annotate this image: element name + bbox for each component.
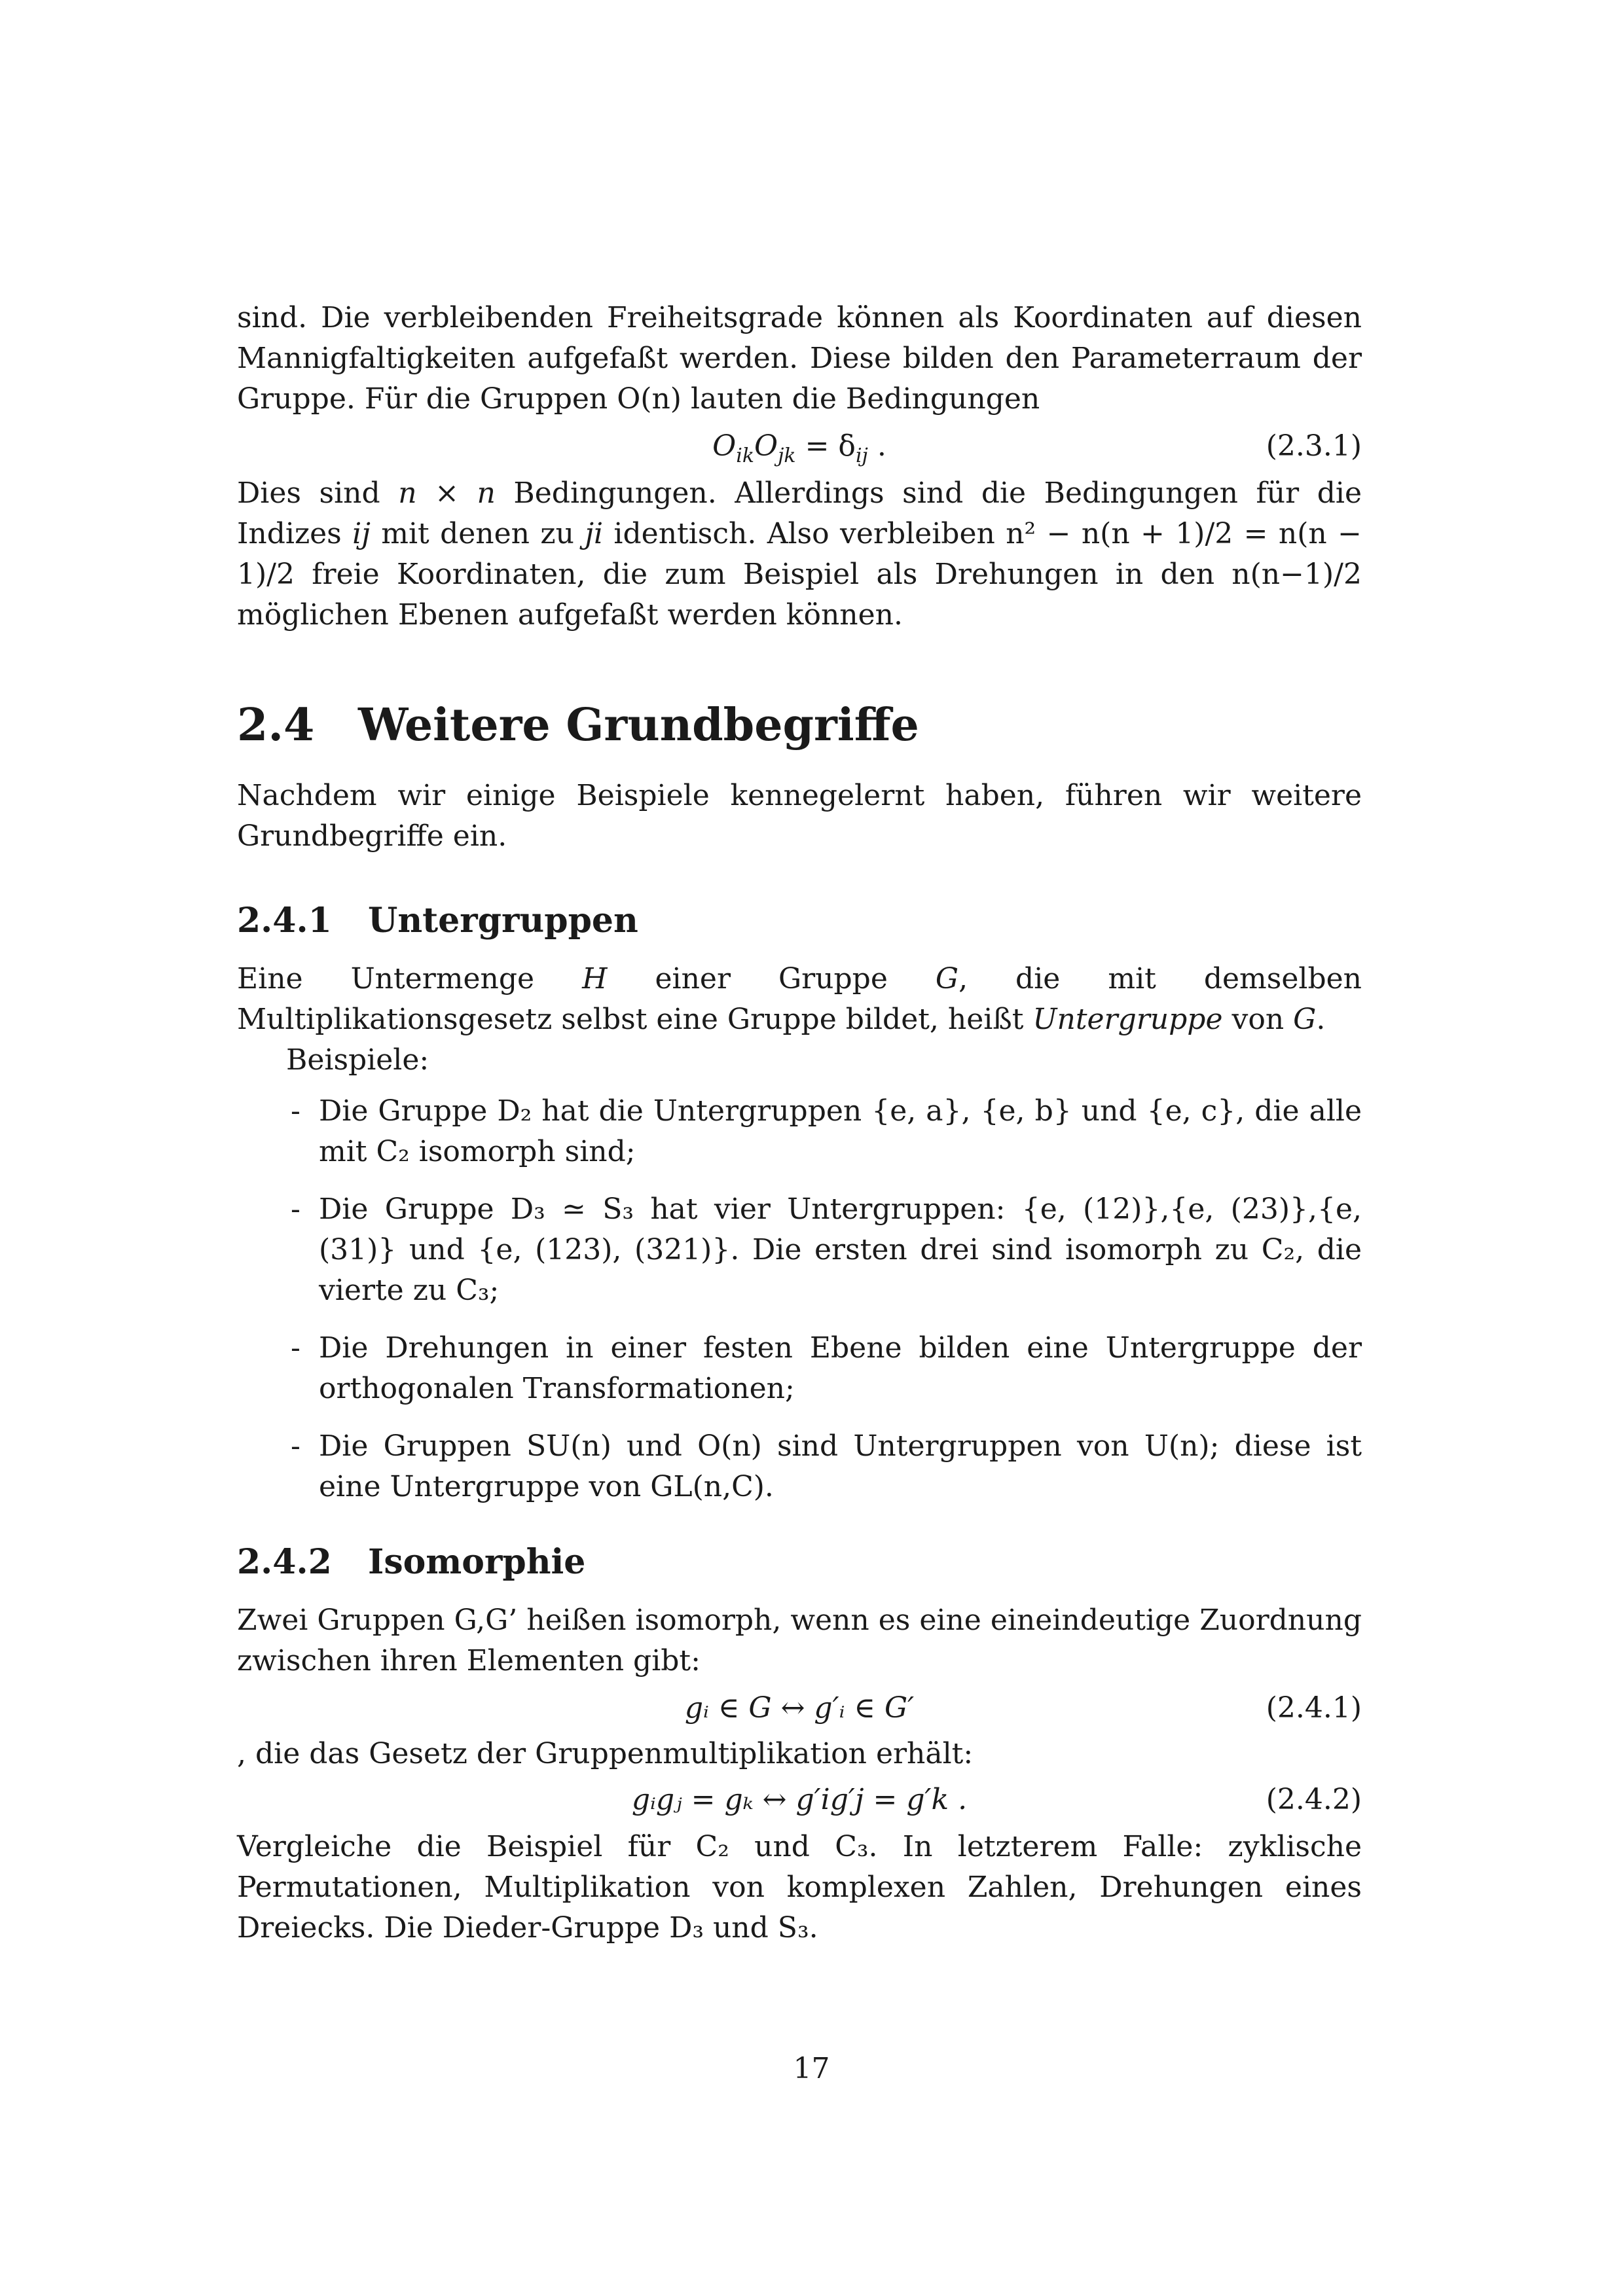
equation-2-3-1 [237,423,1362,469]
equation-body: gᵢgⱼ = gₖ ↔ g′ig′j = g′k . [631,1783,968,1816]
page-content [237,298,1362,1948]
subgroup-definition: Eine Untermenge H einer Gruppe G, die mit demselben Multiplikationsgesetz selbst eine Gruppe bildet, heißt Untergruppe von G. [237,962,1362,1036]
equation-body: gᵢ ∈ G ↔ g′ᵢ ∈ G′ [684,1691,915,1725]
equation-number: (2.4.2) [1266,1783,1362,1816]
equation-number: (2.4.1) [1266,1691,1362,1725]
paragraph-comparison: Vergleiche die Beispiel für C₂ und C₃. In letzterem Falle: zyklische Permutationen, Multiplikation von komplexen Zahlen, Drehungen eines Dreiecks. Die Dieder-Gruppe D₃ und S₃. [237,1830,1362,1945]
list-item: - Die Drehungen in einer festen Ebene bilden eine Untergruppe der orthogonalen Transformationen; [291,1331,1362,1405]
equation-2-4-1 [237,1685,1362,1731]
examples-list [237,1091,1362,1507]
paragraph-between-equations: , die das Gesetz der Gruppenmultiplikation erhält: [237,1737,974,1770]
section-heading: 2.4 Weitere Grundbegriffe [237,699,919,751]
examples-label: Beispiele: [286,1043,429,1077]
equation-number: (2.3.1) [1266,429,1362,463]
paragraph-parameter-space: sind. Die verbleibenden Freiheitsgrade können als Koordinaten auf diesen Mannigfaltigkeiten aufgefaßt werden. Diese bilden den Parameterraum der Gruppe. Für die Gruppen O(n) lauten die Bedingungen [237,301,1362,416]
equation-2-4-2 [237,1777,1362,1823]
list-item: - Die Gruppe D₂ hat die Untergruppen {e, a}, {e, b} und {e, c}, die alle mit C₂ isomorph sind; [291,1094,1362,1168]
subsection-heading-isomorphie: 2.4.2 Isomorphie [237,1542,586,1582]
equation-body: $O_{ik}O_{jk} = \delta_{ij}$ . [712,429,886,467]
list-item: - Die Gruppe D₃ ≃ S₃ hat vier Untergruppen: {e, (12)},{e, (23)},{e, (31)} und {e, (123), (321)}. Die ersten drei sind isomorph zu C₂, die vierte zu C₃; [291,1193,1362,1307]
paragraph-conditions: Dies sind n × n Bedingungen. Allerdings sind die Bedingungen für die Indizes ij mit denen zu ji identisch. Also verbleiben n² − n(n + 1)/2 = n(n − 1)/2 freie Koordinaten, die zum Beispiel als Drehungen in den n(n−1)/2 möglichen Ebenen aufgefaßt werden können. [237,476,1362,632]
list-item: - Die Gruppen SU(n) und O(n) sind Untergruppen von U(n); diese ist eine Untergruppe von GL(n,C). [291,1429,1362,1503]
section-intro: Nachdem wir einige Beispiele kennegelernt haben, führen wir weitere Grundbegriffe ein. [237,779,1362,853]
isomorphism-definition: Zwei Gruppen G,G’ heißen isomorph, wenn es eine eineindeutige Zuordnung zwischen ihren Elementen gibt: [237,1604,1362,1677]
subsection-heading-untergruppen: 2.4.1 Untergruppen [237,901,638,941]
page-number: 17 [793,2052,830,2085]
